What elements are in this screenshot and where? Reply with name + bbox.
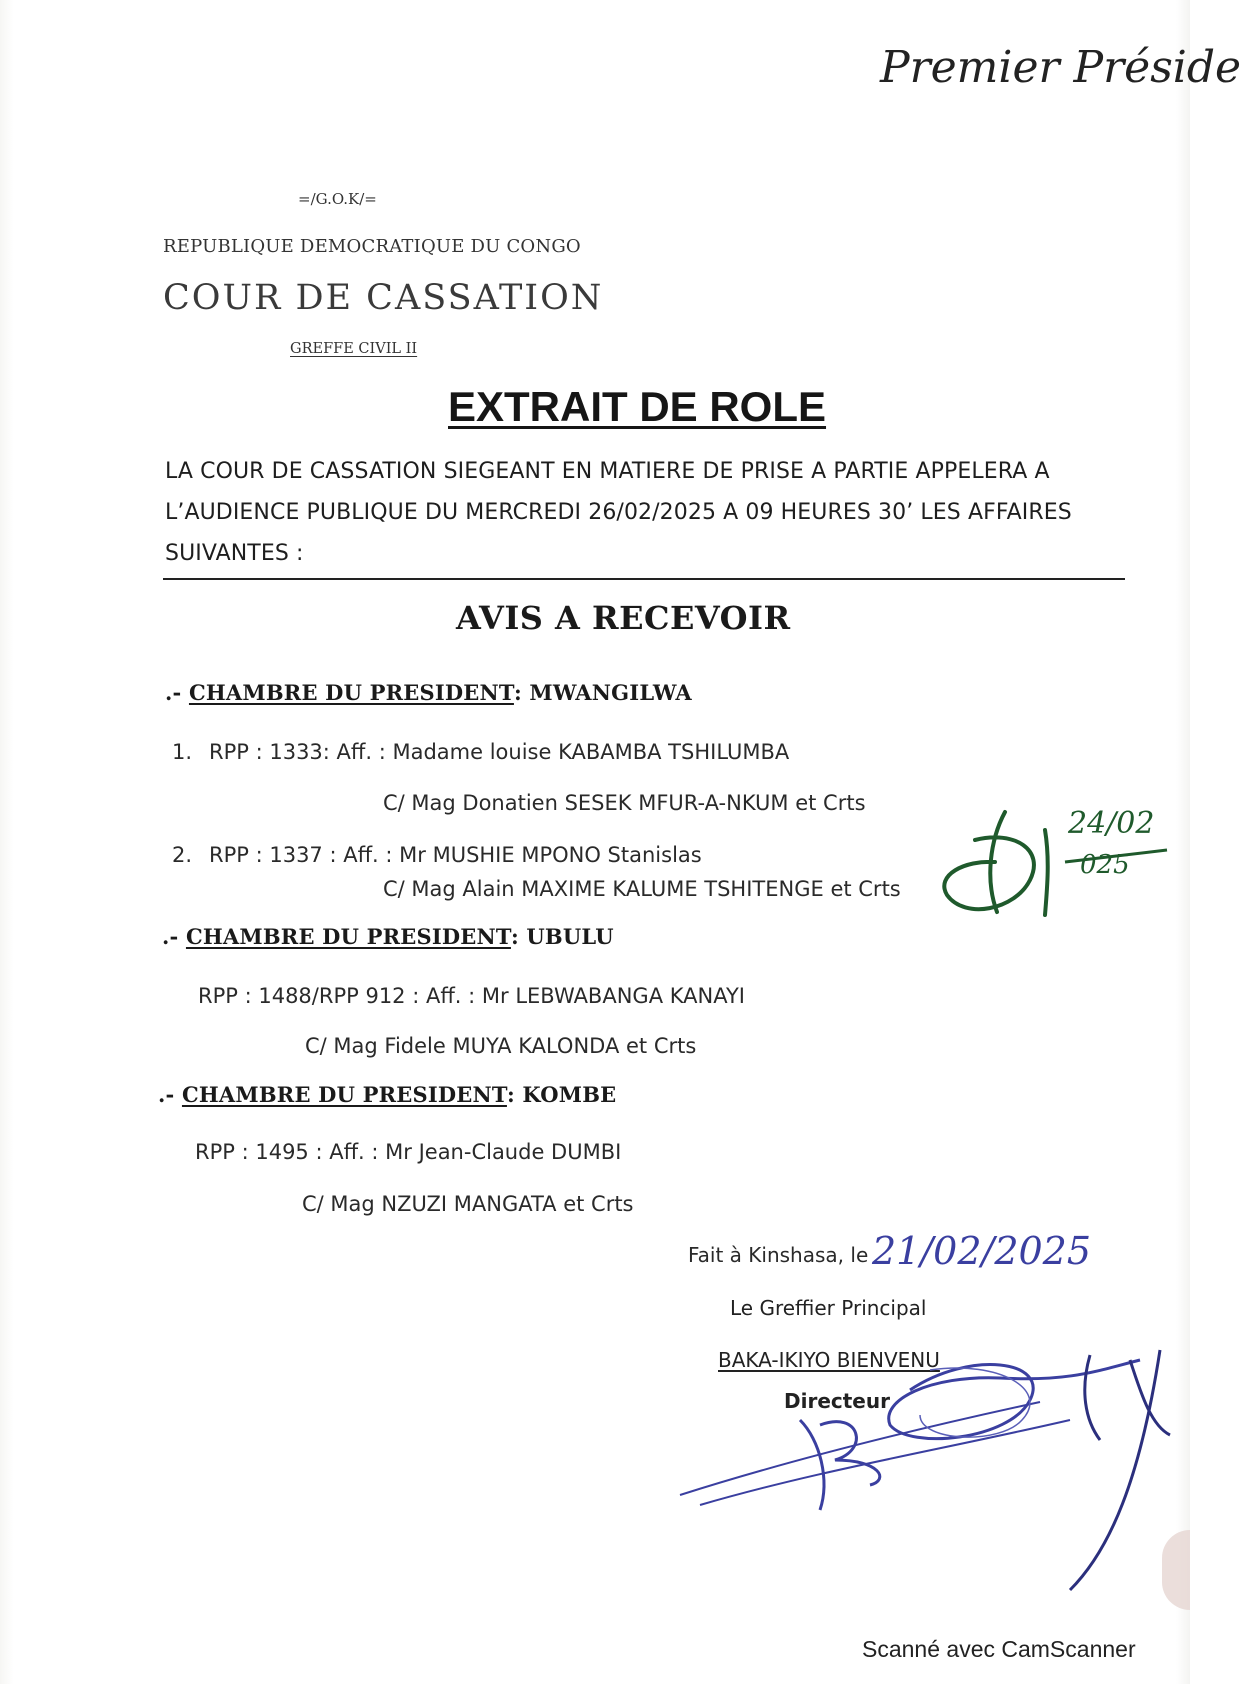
chamber-prefix: .-	[158, 1082, 175, 1107]
section-title: AVIS A RECEVOIR	[456, 599, 791, 637]
footer-date: 21/02/2025	[872, 1229, 1092, 1273]
chamber-name: : MWANGILWA	[513, 680, 692, 705]
header-republic: REPUBLIQUE DEMOCRATIQUE DU CONGO	[163, 236, 581, 257]
footer-name: BAKA-IKIYO BIENVENU	[718, 1348, 940, 1372]
footer-title: Directeur	[784, 1389, 890, 1413]
case-number: 2.	[172, 843, 193, 867]
case-ref: RPP : 1333: Aff. : Madame louise KABAMBA TSHILUMBA	[209, 740, 790, 764]
chamber-prefix: .-	[162, 924, 179, 949]
chamber-prefix: .-	[165, 680, 182, 705]
stamp-edge	[1162, 1530, 1190, 1610]
green-signature-stamp	[935, 800, 1195, 930]
document-title: EXTRAIT DE ROLE	[448, 383, 827, 430]
intro-paragraph: LA COUR DE CASSATION SIEGEANT EN MATIERE DE PRISE A PARTIE APPELERA A L’AUDIENCE PUBLIQUE DU MERCREDI 26/02/2025 A 09 HEURES 30’ LES AFFAIRES SUIVANTES :	[165, 459, 1072, 566]
chamber-name: : UBULU	[510, 924, 614, 949]
divider-line	[163, 578, 1125, 580]
chamber-label: CHAMBRE DU PRESIDENT	[188, 680, 514, 705]
case-ref: RPP : 1488/RPP 912 : Aff. : Mr LEBWABANGA KANAYI	[198, 984, 745, 1008]
case-ref: RPP : 1337 : Aff. : Mr MUSHIE MPONO Stanislas	[209, 843, 702, 867]
footer-place: Fait à Kinshasa, le	[688, 1243, 869, 1267]
stamp-date: 24/02	[1068, 806, 1155, 841]
header-court: COUR DE CASSATION	[163, 278, 604, 318]
chamber-heading-ubulu	[162, 924, 614, 949]
scanner-watermark: Scanné avec CamScanner	[862, 1636, 1136, 1662]
case-contre: C/ Mag NZUZI MANGATA et Crts	[302, 1192, 634, 1216]
footer-role: Le Greffier Principal	[730, 1296, 927, 1320]
blue-signature	[670, 1330, 1190, 1600]
case-contre: C/ Mag Donatien SESEK MFUR-A-NKUM et Crts	[383, 791, 866, 815]
case-ref: RPP : 1495 : Aff. : Mr Jean-Claude DUMBI	[195, 1140, 622, 1164]
header-code: =/G.O.K/=	[298, 190, 377, 208]
header-greffe: GREFFE CIVIL II	[290, 341, 418, 357]
stamp-year: 025	[1080, 850, 1130, 880]
case-number: 1.	[172, 740, 193, 764]
handwritten-annotation: Premier Préside	[880, 42, 1241, 93]
chamber-name: : KOMBE	[506, 1082, 617, 1107]
chamber-label: CHAMBRE DU PRESIDENT	[185, 924, 511, 949]
chamber-heading-kombe	[158, 1082, 616, 1107]
chamber-label: CHAMBRE DU PRESIDENT	[181, 1082, 507, 1107]
case-contre: C/ Mag Fidele MUYA KALONDA et Crts	[305, 1034, 697, 1058]
case-contre: C/ Mag Alain MAXIME KALUME TSHITENGE et Crts	[383, 877, 901, 901]
chamber-heading-mwangilwa	[165, 680, 692, 705]
